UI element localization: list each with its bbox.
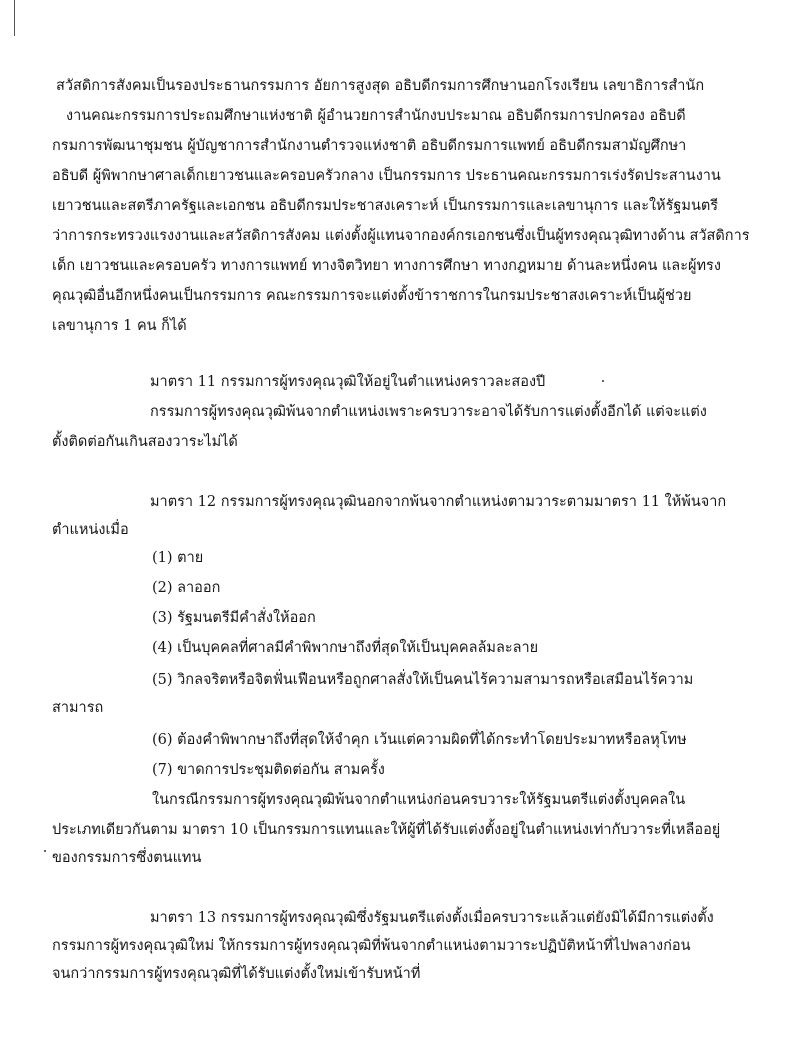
section-heading-line: มาตรา 11 กรรมการผู้ทรงคุณวุฒิให้อยู่ในตำแหน่งคราวละสองปี [150, 374, 546, 390]
list-item: (3) รัฐมนตรีมีคำสั่งให้ออก [152, 610, 316, 626]
list-item: (4) เป็นบุคคลที่ศาลมีคำพิพากษาถึงที่สุดให้เป็นบุคคลล้มละลาย [152, 640, 539, 656]
text-line: กรมการพัฒนาชุมชน ผู้บัญชาการสำนักงานตำรวจแห่งชาติ อธิบดีกรมการแพทย์ อธิบดีกรมสามัญศึกษา [52, 138, 687, 154]
text-line: เลขานุการ 1 คน ก็ได้ [52, 318, 187, 334]
speck [44, 850, 46, 852]
text-line: ตำแหน่งเมื่อ [52, 522, 129, 538]
text-line: งานคณะกรรมการประถมศึกษาแห่งชาติ ผู้อำนวยการสำนักงบประมาณ อธิบดีกรมการปกครอง อธิบดี [66, 108, 686, 124]
list-item: (1) ตาย [152, 550, 204, 566]
list-item-continuation: สามารถ [52, 700, 104, 716]
list-item: (6) ต้องคำพิพากษาถึงที่สุดให้จำคุก เว้นแต่ความผิดที่ได้กระทำโดยประมาทหรือลหุโทษ [152, 732, 687, 748]
section-heading-line: มาตรา 12 กรรมการผู้ทรงคุณวุฒินอกจากพ้นจากตำแหน่งตามวาระตามมาตรา 11 ให้พ้นจาก [150, 494, 727, 510]
text-line: ตั้งติดต่อกันเกินสองวาระไม่ได้ [52, 434, 238, 450]
text-line: ว่าการกระทรวงแรงงานและสวัสดิการสังคม แต่งตั้งผู้แทนจากองค์กรเอกชนซึ่งเป็นผู้ทรงคุณวุฒิทางด้าน สวัสดิการ [52, 228, 750, 244]
section-heading-line: มาตรา 13 กรรมการผู้ทรงคุณวุฒิซึ่งรัฐมนตรีแต่งตั้งเมื่อครบวาระแล้วแต่ยังมิได้มีการแต่งตั้ง [150, 910, 714, 926]
text-line: เด็ก เยาวชนและครอบครัว ทางการแพทย์ ทางจิตวิทยา ทางการศึกษา ทางกฎหมาย ด้านละหนึ่งคน และผู้ทรง [52, 258, 721, 274]
text-line: อธิบดี ผู้พิพากษาศาลเด็กเยาวชนและครอบครัวกลาง เป็นกรรมการ ประธานคณะกรรมการเร่งรัดประสานงาน [52, 168, 721, 184]
text-line: เยาวชนและสตรีภาครัฐและเอกชน อธิบดีกรมประชาสงเคราะห์ เป็นกรรมการและเลขานุการ และให้รัฐมนตรี [52, 198, 719, 214]
scan-edge-mark [14, 0, 15, 36]
list-item: (5) วิกลจริตหรือจิตฟั่นเฟือนหรือถูกศาลสั่งให้เป็นคนไร้ความสามารถหรือเสมือนไร้ความ [152, 672, 694, 688]
speck [602, 380, 604, 382]
text-line: จนกว่ากรรมการผู้ทรงคุณวุฒิที่ได้รับแต่งตั้งใหม่เข้ารับหน้าที่ [52, 966, 421, 982]
text-line: ของกรรมการซึ่งตนแทน [52, 850, 202, 866]
list-item: (2) ลาออก [152, 580, 221, 596]
text-line: ในกรณีกรรมการผู้ทรงคุณวุฒิพ้นจากตำแหน่งก่อนครบวาระให้รัฐมนตรีแต่งตั้งบุคคลใน [152, 792, 686, 808]
text-line: คุณวุฒิอื่นอีกหนึ่งคนเป็นกรรมการ คณะกรรมการจะแต่งตั้งข้าราชการในกรมประชาสงเคราะห์เป็นผู้ช่วย [52, 288, 692, 304]
text-line: กรรมการผู้ทรงคุณวุฒิใหม่ ให้กรรมการผู้ทรงคุณวุฒิที่พ้นจากตำแหน่งตามวาระปฏิบัติหน้าที่ไปพลางก่อน [52, 938, 691, 954]
text-line: สวัสดิการสังคมเป็นรองประธานกรรมการ อัยการสูงสุด อธิบดีกรมการศึกษานอกโรงเรียน เลขาธิการสำนัก [56, 78, 705, 94]
list-item: (7) ขาดการประชุมติดต่อกัน สามครั้ง [152, 762, 385, 778]
text-line: กรรมการผู้ทรงคุณวุฒิพ้นจากตำแหน่งเพราะครบวาระอาจได้รับการแต่งตั้งอีกได้ แต่จะแต่ง [150, 404, 707, 420]
text-line: ประเภทเดียวกันตาม มาตรา 10 เป็นกรรมการแทนและให้ผู้ที่ได้รับแต่งตั้งอยู่ในตำแหน่งเท่ากับวาระที่เหลืออยู่ [52, 822, 721, 838]
